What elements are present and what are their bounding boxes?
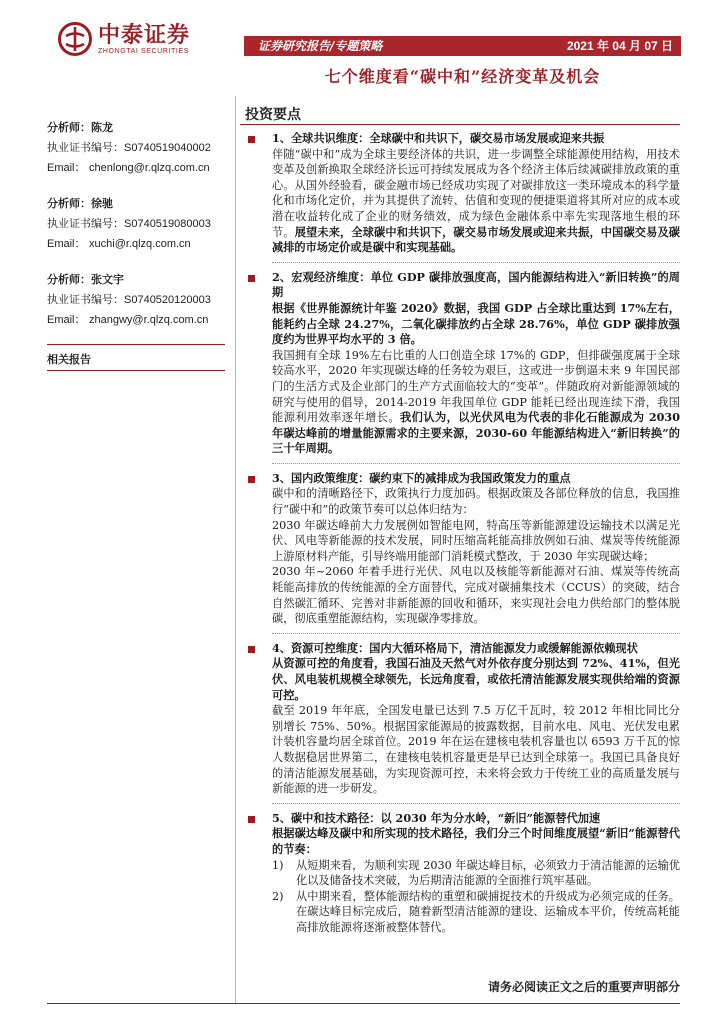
list-item [272,858,680,889]
point-heading: 5、碳中和技术路径：以 2030 年为分水岭，“新旧”能源替代加速 [272,810,601,825]
analyst-card [47,270,225,330]
email-label: Email： [47,238,86,250]
zhongtai-logo-icon [58,22,92,56]
list-number: 1) [272,858,284,872]
point-bold-text: 展望未来，全球碳中和共识下，碳交易市场发展或迎来共振，中国碳交易及碳减排的市场定价或是碳中和实现基础。 [272,224,680,255]
square-bullet-icon [248,275,255,282]
divider [47,344,225,345]
dotted-separator [272,633,680,635]
section-rule [240,124,680,125]
point-bold-text: 根据碳达峰及碳中和所实现的技术路径，我们分三个时间维度展望“新旧”能源替代的节奏： [272,826,680,856]
analyst-card [47,118,225,178]
highlight-point [248,641,680,797]
point-body: 碳中和的清晰路径下，政策执行力度加码。根据政策及各部位释放的信息，我国推行“碳中和”的政策节奏可以总体归结为： [272,487,680,517]
cert-number: S0740519040002 [124,142,211,154]
point-heading: 2、宏观经济维度：单位 GDP 碳排放强度高，国内能源结构进入“新旧转换”的周期 [272,269,680,300]
divider [47,370,225,371]
investment-highlights [248,131,680,936]
analyst-name-label: 分析师： [47,197,91,210]
list-item-text: 从中期来看，整体能源结构的重塑和碳捕捉技术的升级成为必须完成的任务。在碳达峰目标完成后，随着新型清洁能源的建设、运输成本平价，传统高耗能高排放能源将逐渐被整体替代。 [296,889,680,934]
cert-label: 执业证书编号： [47,293,124,306]
related-reports-heading: 相关报告 [47,353,91,366]
page-header [0,0,724,100]
point-bold-text: 从资源可控的角度看，我国石油及天然气对外依存度分别达到 72%、41%，但光伏、风电装机规模全球领先，长远角度看，或依托清洁能源发展实现供给端的资源可控。 [272,656,680,702]
report-category: 证券研究报告/专题策略 [258,39,383,53]
analyst-name-label: 分析师： [47,273,91,286]
cert-label: 执业证书编号： [47,217,124,230]
point-heading: 1、全球共识维度：全球碳中和共识下，碳交易市场发展或迎来共振 [272,131,605,145]
list-item [272,889,680,936]
point-body: 截至 2019 年年底，全国发电量已达到 7.5 万亿千瓦时，较 2012 年相比同比分别增长 75%、50%。根据国家能源局的披露数据，目前水电、风电、光伏发电累计装机容量均居全球首位。2019 年在运在建核电装机容量也以 6593 万千瓦的惊人数据稳居世界第二，在建核电装机容量更是早已达到全球第一。我国已具备良好的清洁能源发展基础，为实现资源可控，未来将会致力于传统工业的高质量发展与新能源的进一步研发。 [272,704,680,796]
point-body: 2030 年碳达峰前大力发展例如智能电网，特高压等新能源建设运输技术以满足光伏、风电等新能源的技术发展，同时压缩高耗能高排放例如石油、煤炭等传统能源上游原材料产能，引导终端用能部门消耗模式整改，于 2030 年实现碳达峰； [272,518,680,563]
analyst-email[interactable]: chenlong@r.qlzq.com.cn [89,162,210,174]
analyst-card [47,194,225,254]
dotted-separator [272,262,680,264]
point-body: 伴随“碳中和”成为全球主要经济体的共识，进一步调整全球能源使用结构，用技术变革及创新换取全球经济长远可持续发展成为各个经济主体后续减碳排放政策的重心。从国外经验看，碳金融市场已经成功实现了对碳排放这一类环境成本的科学量化和市场化定价，并为其提供了流转、估值和变现的便捷渠道将其所对应的成本或潜在收益转化成了企业的财务绩效，成为绿色金融体系中率先实现落地生根的环节。 [272,147,680,239]
point-heading: 4、资源可控维度：国内大循环格局下，清洁能源发力或缓解能源依赖现状 [272,640,638,655]
list-item-text: 从短期来看，为顺利实现 2030 年碳达峰目标，必须致力于清洁能源的运输优化以及储备技术突破，为后期清洁能源的全面推行筑牢基础。 [296,858,680,888]
email-label: Email： [47,314,86,326]
report-category-band [244,36,681,56]
point-body: 我国拥有全球 19%左右比重的人口创造全球 17%的 GDP，但排碳强度属于全球较高水平，2020 年实现碳达峰的任务较为艰巨，这或进一步倒逼未来 9 年国民部门的生活方式及企业部门的生产方式面临较大的“变革”。伴随政府对新能源领域的研究与使用的倡导，2014-2019 年我国单位 GDP 能耗已经出现连续下滑，我国能源利用效率逐年增长。 [272,348,680,425]
company-logo [58,22,190,56]
email-label: Email： [47,162,86,174]
analyst-name: 徐驰 [91,197,113,210]
square-bullet-icon [248,816,255,823]
point-body: 2030 年~2060 年着手进行光伏、风电以及核能等新能源对石油、煤炭等传统高耗能高排放的传统能源的全方面替代，完成对碳捕集技术（CCUS）的突破，结合自然碳汇循环、完善对非新能源的回收和循环，来实现社会电力供给部门的整体脱碳，彻底重塑能源结构，实现碳净零排放。 [272,565,680,626]
point-bold-text: 我们认为，以光伏风电为代表的非化石能源成为 2030 年碳达峰前的增量能源需求的主要来源，2030-60 年能源结构进入“新旧转换”的三十年周期。 [272,410,680,456]
analyst-email[interactable]: zhangwy@r.qlzq.com.cn [89,314,209,326]
analyst-name-label: 分析师： [47,121,91,134]
footer-rule [47,1003,680,1004]
list-number: 2) [272,889,284,903]
square-bullet-icon [248,136,255,143]
analyst-email[interactable]: xuchi@r.qlzq.com.cn [89,238,191,250]
dotted-separator [272,803,680,805]
cert-label: 执业证书编号： [47,141,124,154]
point-bold-text: 根据《世界能源统计年鉴 2020》数据，我国 GDP 占全球比重达到 17%左右，能耗约占全球 24.27%，二氧化碳排放约占全球 28.76%，单位 GDP 碳排放强度约为世界平均水平的 3 倍。 [272,300,680,347]
report-title: 七个维度看“碳中和”经济变革及机会 [324,67,601,86]
column-divider [235,96,236,1004]
highlight-point [248,471,680,627]
analyst-panel [47,118,225,346]
section-title: 投资要点 [245,107,301,123]
analyst-name: 陈龙 [91,121,113,134]
highlight-point [248,270,680,457]
analyst-name: 张文宇 [91,273,124,286]
report-date: 2021 年 04 月 07 日 [566,39,673,53]
square-bullet-icon [248,476,255,483]
highlight-point [248,131,680,256]
logo-english-name: ZHONGTAI SECURITIES [98,47,189,55]
dotted-separator [272,463,680,465]
point-heading: 3、国内政策维度：碳约束下的减排成为我国政策发力的重点 [272,470,571,485]
highlight-point [248,811,680,936]
cert-number: S0740520120003 [124,294,211,306]
cert-number: S0740519080003 [124,218,211,230]
disclaimer-footer: 请务必阅读正文之后的重要声明部分 [487,980,680,994]
logo-chinese-name: 中泰证券 [98,22,191,48]
square-bullet-icon [248,646,255,653]
